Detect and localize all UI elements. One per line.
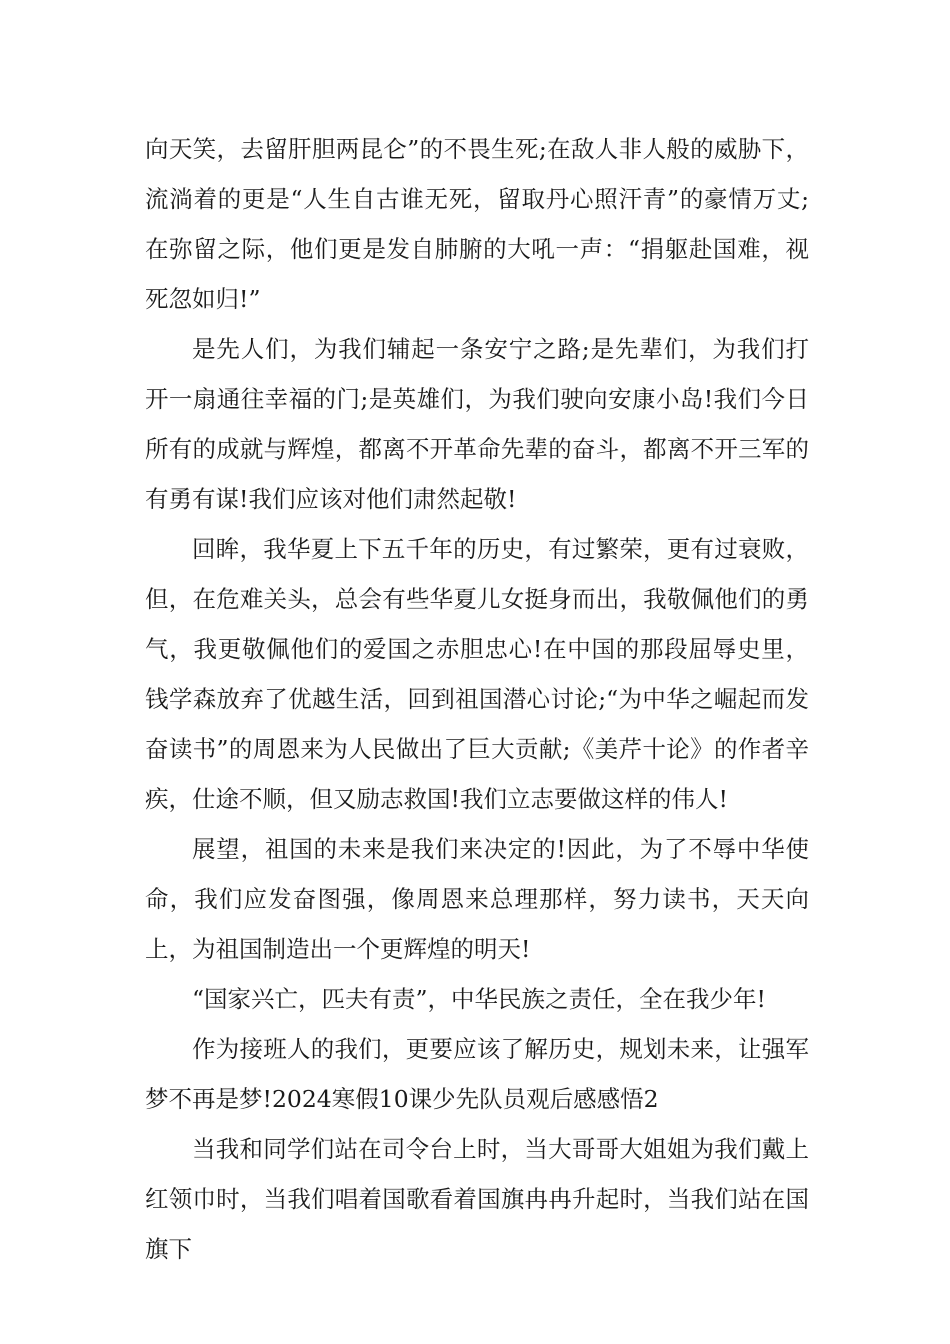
paragraph-3: 回眸，我华夏上下五千年的历史，有过繁荣，更有过衰败，但，在危难关头，总会有些华夏儿女挺身而出，我敬佩他们的勇气，我更敬佩他们的爱国之赤胆忠心!在中国的那段屈辱史里，钱学森放弃了优越生活，回到祖国潜心讨论;“为中华之崛起而发奋读书”的周恩来为人民做出了巨大贡献;《美芹十论》的作者辛疾，仕途不顺，但又励志救国!我们立志要做这样的伟人! xyxy=(145,535,809,813)
document-body xyxy=(145,124,809,1274)
paragraph-2: 是先人们，为我们辅起一条安宁之路;是先辈们，为我们打开一扇通往幸福的门;是英雄们，为我们驶向安康小岛!我们今日所有的成就与辉煌，都离不开革命先辈的奋斗，都离不开三军的有勇有谋!我们应该对他们肃然起敬! xyxy=(145,335,809,513)
paragraph-5: “国家兴亡，匹夫有责”，中华民族之责任，全在我少年! xyxy=(192,985,766,1013)
paragraph-7: 当我和同学们站在司令台上时，当大哥哥大姐姐为我们戴上红领巾时，当我们唱着国歌看着国旗冉冉升起时，当我们站在国旗下 xyxy=(145,1135,809,1263)
paragraph-1: 向天笑，去留肝胆两昆仑”的不畏生死;在敌人非人般的威胁下，流淌着的更是“人生自古谁无死，留取丹心照汗青”的豪情万丈;在弥留之际，他们更是发自肺腑的大吼一声：“捐躯赴国难，视死忽如归!” xyxy=(145,135,809,313)
paragraph-6: 作为接班人的我们，更要应该了解历史，规划未来，让强军梦不再是梦!2024寒假10课少先队员观后感感悟2 xyxy=(145,1035,809,1113)
paragraph-4: 展望，祖国的未来是我们来决定的!因此，为了不辱中华使命，我们应发奋图强，像周恩来总理那样，努力读书，天天向上，为祖国制造出一个更辉煌的明天! xyxy=(145,835,809,963)
